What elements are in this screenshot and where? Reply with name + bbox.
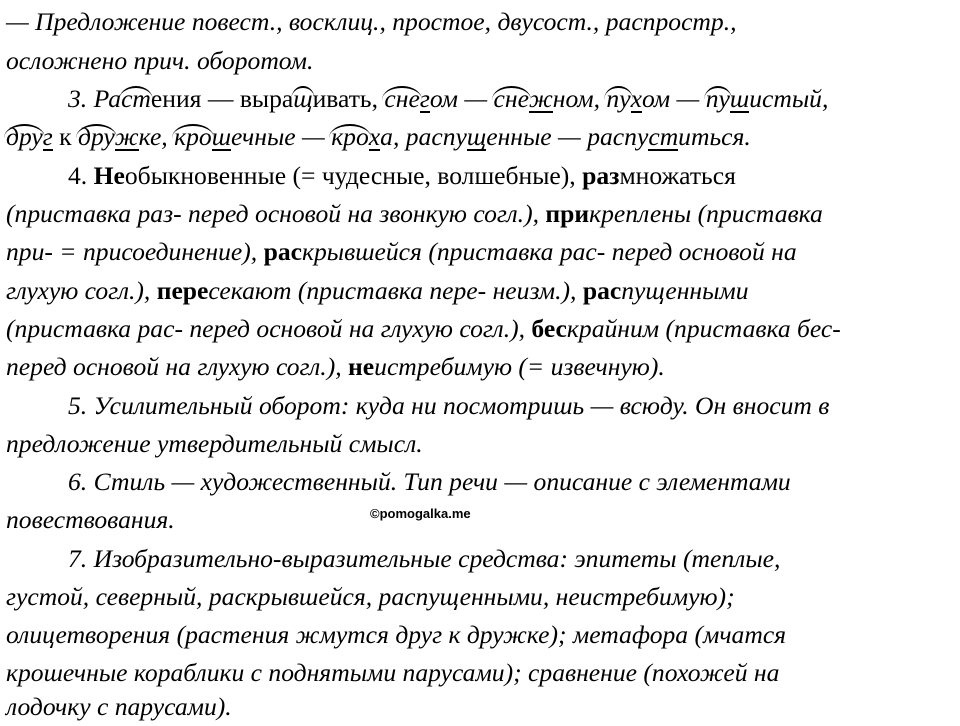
prefix-bold: рас xyxy=(582,276,622,305)
text-segment: 5. Усилительный оборот: куда ни посмотришь — всюду. Он вносит в xyxy=(68,391,830,420)
text-segment: ечные — xyxy=(231,122,332,151)
prefix-bold: рас xyxy=(263,237,302,266)
text-segment: (приставка рас- перед основой на глухую согл.), xyxy=(6,314,532,343)
root-mark: сне xyxy=(384,80,419,118)
text-segment: пущенными xyxy=(621,276,749,305)
prefix-bold: Не xyxy=(93,161,125,190)
text-segment: множаться xyxy=(619,161,736,190)
suffix-mark: ш xyxy=(729,84,750,113)
text-segment: креплены (приставка xyxy=(589,199,823,228)
suffix-mark: х xyxy=(630,84,642,113)
item-7-line-4 xyxy=(6,654,779,692)
text-segment: при- = присоединение), xyxy=(6,237,264,266)
prefix-bold: бес xyxy=(531,314,567,343)
item-4-line-5 xyxy=(6,310,841,348)
root-mark: сне xyxy=(494,80,529,118)
text-segment: 7. Изобразительно-выразительные средства: эпитеты (теплые, xyxy=(68,544,781,573)
text-segment: ивать, xyxy=(312,84,385,113)
root-mark: дру xyxy=(6,118,43,156)
suffix-mark: щ xyxy=(466,122,487,151)
suffix-mark: ш xyxy=(211,122,232,151)
root-mark: ст xyxy=(121,80,151,118)
text-segment: крайним (приставка бес- xyxy=(566,314,841,343)
text-segment: осложнено прич. оборотом. xyxy=(6,46,314,75)
item-5-line-2 xyxy=(6,425,423,463)
suffix-mark: ж xyxy=(114,122,139,151)
item-6-line-1 xyxy=(68,463,791,501)
item-7-line-1 xyxy=(68,540,780,578)
text-segment: ом — xyxy=(429,84,494,113)
root-mark: кро xyxy=(174,118,212,156)
root-mark: пу xyxy=(606,80,630,118)
text-segment: олицетворения (растения жмутся друг к дружке); метафора (мчатся xyxy=(6,620,787,649)
text-segment: густой, северный, раскрывшейся, распущенными, неистребимую); xyxy=(6,582,735,611)
item-4-line-6 xyxy=(6,348,665,386)
prefix-bold: пере xyxy=(156,276,209,305)
text-segment: секают (приставка пере- неизм.), xyxy=(208,276,583,305)
text-segment: обыкновенные (= чудесные, волшебные), xyxy=(124,161,583,190)
watermark: ©pomogalka.me xyxy=(370,506,471,521)
text-segment: (приставка раз- перед основой на звонкую согл.), xyxy=(6,199,546,228)
item-5-line-1 xyxy=(68,387,829,425)
root-mark: дру xyxy=(78,118,115,156)
item-3-line-1 xyxy=(68,80,828,118)
suffix-mark: ст xyxy=(648,122,679,151)
text-segment: 4. xyxy=(68,161,94,190)
text-segment: ом — xyxy=(641,84,706,113)
item-4-line-4 xyxy=(6,272,749,310)
item-3-line-2 xyxy=(6,118,751,156)
item-7-line-5 xyxy=(6,688,232,726)
text-segment: 3. Ра xyxy=(68,84,122,113)
suffix-mark: г xyxy=(42,122,53,151)
root-mark: кро xyxy=(331,118,369,156)
text-line-1 xyxy=(6,3,737,41)
prefix-bold: не xyxy=(348,352,375,381)
text-segment: истый, xyxy=(749,84,829,113)
text-segment: повествования. xyxy=(6,505,175,534)
item-4-line-3 xyxy=(6,233,797,271)
text-segment: а, распу xyxy=(380,122,467,151)
text-segment: крывшейся (приставка рас- перед основой на xyxy=(301,237,797,266)
item-4-line-2 xyxy=(6,195,823,233)
root-mark: щ xyxy=(293,80,312,118)
suffix-mark: г xyxy=(419,84,430,113)
prefix-bold: раз xyxy=(582,161,620,190)
text-segment: перед основой на глухую согл.), xyxy=(6,352,349,381)
item-7-line-3 xyxy=(6,616,786,654)
text-segment: 6. Стиль — художественный. Тип речи — описание с элементами xyxy=(68,467,791,496)
text-segment: к xyxy=(52,122,79,151)
item-4-line-1 xyxy=(68,157,736,195)
text-segment: ке, xyxy=(138,122,175,151)
text-segment: лодочку с парусами). xyxy=(6,692,232,721)
item-7-line-2 xyxy=(6,578,735,616)
text-segment: ном, xyxy=(552,84,607,113)
text-line-2 xyxy=(6,42,313,80)
text-segment: — Предложение повест., восклиц., простое, двусост., распростр., xyxy=(6,7,737,36)
root-mark: пу xyxy=(706,80,730,118)
text-segment: енные — распу xyxy=(486,122,649,151)
suffix-mark: ж xyxy=(528,84,553,113)
text-segment: крошечные кораблики с поднятыми парусами); сравнение (похожей на xyxy=(6,658,780,687)
text-segment: истребимую (= извечную). xyxy=(374,352,665,381)
text-segment: предложение утвердительный смысл. xyxy=(6,429,423,458)
item-6-line-2 xyxy=(6,501,175,539)
text-segment: глухую согл.), xyxy=(6,276,157,305)
text-segment: ения — выра xyxy=(150,84,294,113)
suffix-mark: х xyxy=(368,122,381,151)
text-segment: иться. xyxy=(678,122,751,151)
prefix-bold: при xyxy=(545,199,590,228)
